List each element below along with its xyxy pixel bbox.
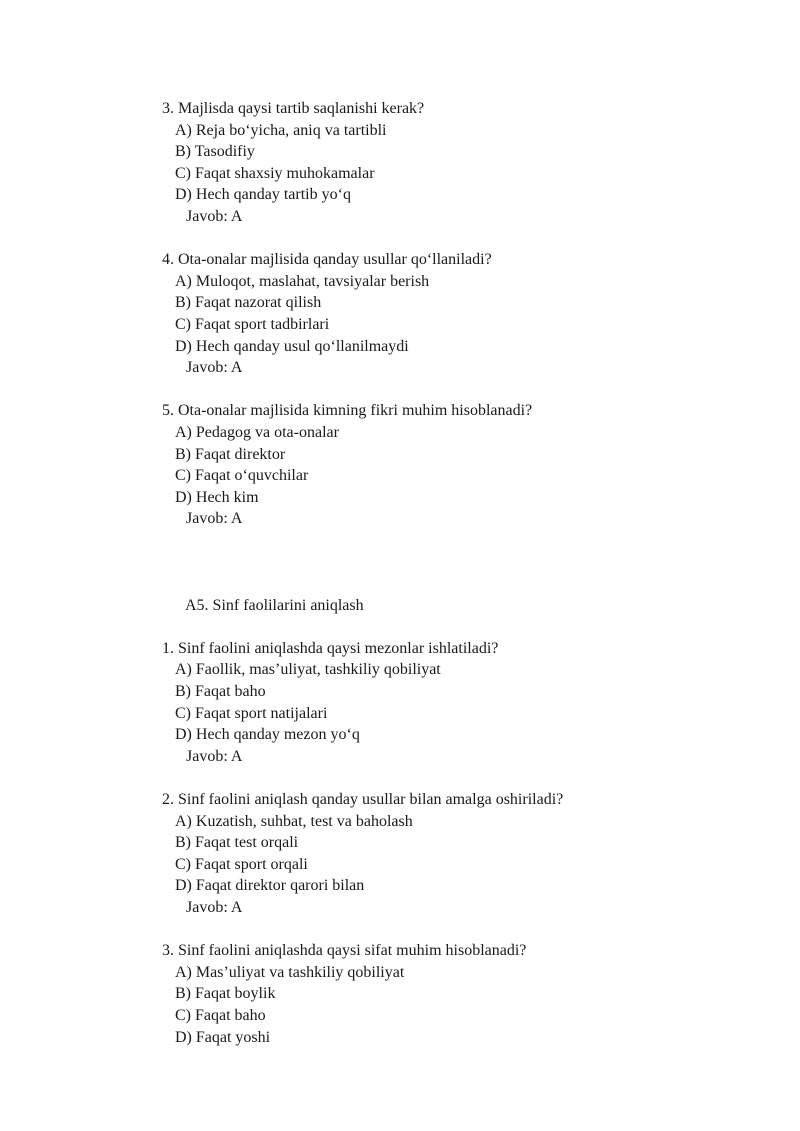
spacer — [162, 530, 722, 595]
question-block — [162, 638, 722, 768]
answer-text: Javob: A — [186, 359, 243, 377]
option-c: C) Faqat shaxsiy muhokamalar — [175, 164, 375, 182]
question-block — [162, 98, 722, 228]
spacer — [162, 919, 722, 941]
question-block — [162, 940, 722, 1048]
question-text: 3. Majlisda qaysi tartib saqlanishi kerak? — [162, 100, 425, 117]
option-d: D) Hech qanday tartib yo‘q — [175, 186, 351, 204]
question-text: 4. Ota-onalar majlisida qanday usullar qo‘llaniladi? — [162, 251, 492, 269]
option-a: A) Reja bo‘yicha, aniq va tartibli — [175, 121, 387, 139]
question-block — [162, 400, 722, 530]
question-text: 2. Sinf faolini aniqlash qanday usullar bilan amalga oshiriladi? — [162, 791, 564, 809]
option-b: B) Faqat test orqali — [175, 834, 299, 852]
option-a: A) Faollik, mas’uliyat, tashkiliy qobiliyat — [175, 661, 441, 679]
answer-text: Javob: A — [186, 510, 243, 528]
question-text: 5. Ota-onalar majlisida kimning fikri muhim hisoblanadi? — [162, 402, 533, 420]
option-c: C) Faqat baho — [175, 1006, 266, 1024]
answer-text: Javob: A — [186, 898, 243, 916]
option-c: C) Faqat o‘quvchilar — [175, 467, 309, 485]
option-a: A) Mas’uliyat va tashkiliy qobiliyat — [175, 963, 405, 981]
question-block — [162, 789, 722, 919]
option-c: C) Faqat sport tadbirlari — [175, 315, 330, 333]
spacer — [162, 228, 722, 250]
option-a: A) Muloqot, maslahat, tavsiyalar berish — [175, 272, 430, 290]
option-a: A) Kuzatish, suhbat, test va baholash — [175, 812, 413, 830]
option-b: B) Faqat baho — [175, 683, 266, 701]
document-content — [162, 98, 722, 1048]
question-block — [162, 249, 722, 379]
option-d: D) Hech qanday mezon yo‘q — [175, 726, 360, 744]
option-b: B) Tasodifiy — [175, 143, 255, 161]
option-d: D) Hech qanday usul qo‘llanilmaydi — [175, 337, 409, 355]
spacer — [162, 767, 722, 789]
option-b: B) Faqat boylik — [175, 985, 276, 1003]
question-text: 3. Sinf faolini aniqlashda qaysi sifat muhim hisoblanadi? — [162, 942, 527, 960]
spacer — [162, 616, 722, 638]
question-text: 1. Sinf faolini aniqlashda qaysi mezonlar ishlatiladi? — [162, 639, 499, 657]
option-d: D) Faqat direktor qarori bilan — [175, 877, 365, 895]
section-heading: A5. Sinf faolilarini aniqlash — [185, 596, 364, 614]
option-d: D) Hech kim — [175, 488, 259, 506]
option-d: D) Faqat yoshi — [175, 1028, 271, 1046]
option-b: B) Faqat direktor — [175, 445, 286, 463]
answer-text: Javob: A — [186, 207, 243, 225]
option-c: C) Faqat sport natijalari — [175, 704, 328, 722]
option-b: B) Faqat nazorat qilish — [175, 294, 322, 312]
option-a: A) Pedagog va ota-onalar — [175, 423, 339, 441]
option-c: C) Faqat sport orqali — [175, 855, 308, 873]
answer-text: Javob: A — [186, 747, 243, 765]
spacer — [162, 379, 722, 401]
